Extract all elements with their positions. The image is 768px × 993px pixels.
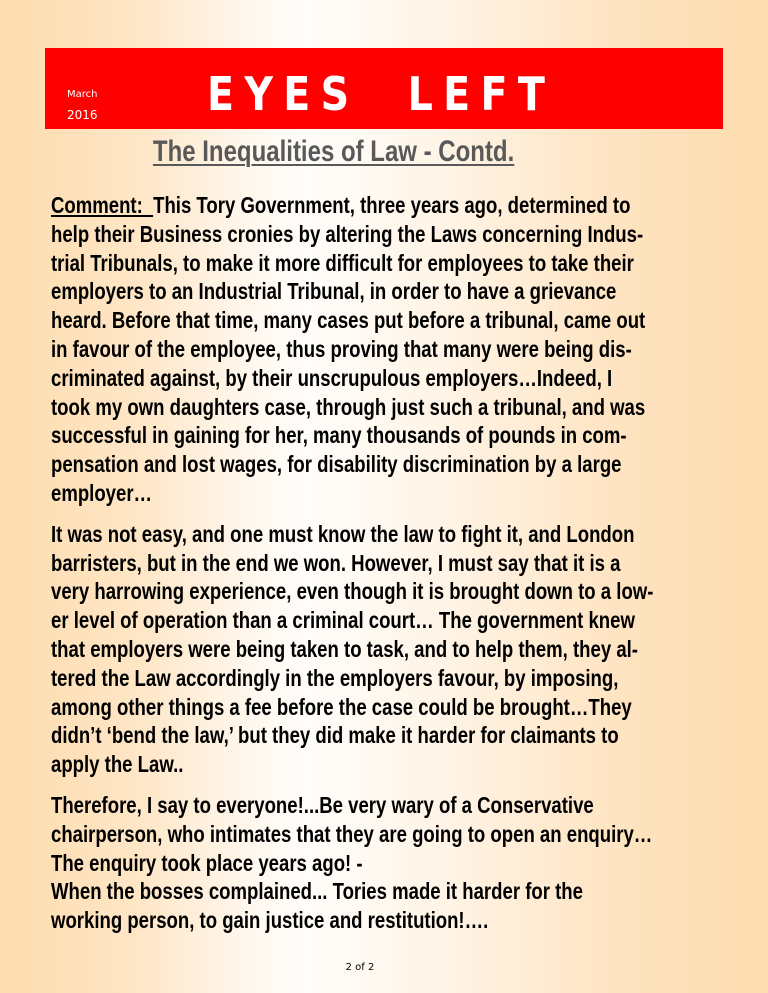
text-line: tered the Law accordingly in the employers favour, by imposing, — [51, 664, 619, 691]
text-line: apply the Law.. — [51, 751, 184, 778]
text-line: took my own daughters case, through just such a tribunal, and was — [51, 393, 646, 420]
text-line: criminated against, by their unscrupulous employers…Indeed, I — [51, 364, 613, 391]
text-line: Therefore, I say to everyone!...Be very wary of a Conservative — [51, 791, 594, 818]
text-line: successful in gaining for her, many thousands of pounds in com- — [51, 422, 627, 449]
page-number: 2 of 2 — [345, 962, 375, 973]
text-line: It was not easy, and one must know the law to fight it, and London — [51, 520, 635, 547]
article-title: The Inequalities of Law - Contd. — [152, 135, 515, 168]
text-line: employer… — [51, 479, 153, 506]
article-body — [51, 191, 723, 947]
comment-label: Comment: — [51, 192, 154, 218]
issue-date — [67, 84, 98, 126]
text-line: that employers were being taken to task, and to help them, they al- — [51, 635, 638, 662]
paragraph-2 — [51, 520, 723, 779]
masthead-title: EYES LEFT — [207, 67, 556, 121]
text-line: working person, to gain justice and restitution!…. — [51, 907, 489, 934]
text-line: er level of operation than a criminal court… The government knew — [51, 607, 635, 634]
text-line: When the bosses complained... Tories made it harder for the — [51, 878, 583, 905]
text-line: pensation and lost wages, for disability discrimination by a large — [51, 451, 622, 478]
text-line: among other things a fee before the case could be brought…They — [51, 693, 632, 720]
text-line: didn’t ‘bend the law,’ but they did make it harder for claimants to — [51, 722, 619, 749]
text-line-content: This Tory Government, three years ago, determined to — [153, 192, 631, 218]
issue-month: March — [67, 89, 98, 100]
issue-year: 2016 — [67, 108, 98, 122]
text-line — [51, 191, 723, 220]
paragraph-3 — [51, 791, 723, 935]
text-line: The enquiry took place years ago! - — [51, 849, 363, 876]
masthead-banner — [45, 48, 723, 129]
text-line: chairperson, who intimates that they are going to open an enquiry… — [51, 820, 653, 847]
text-line: heard. Before that time, many cases put before a tribunal, came out — [51, 307, 646, 334]
text-line: in favour of the employee, thus proving that many were being dis- — [51, 335, 632, 362]
text-line: barristers, but in the end we won. However, I must say that it is a — [51, 549, 621, 576]
text-line: employers to an Industrial Tribunal, in order to have a grievance — [51, 278, 617, 305]
text-line: help their Business cronies by altering the Laws concerning Indus- — [51, 220, 644, 247]
paragraph-1 — [51, 191, 723, 508]
text-line: trial Tribunals, to make it more difficult for employees to take their — [51, 249, 634, 276]
text-line: very harrowing experience, even though it is brought down to a low- — [51, 578, 654, 605]
